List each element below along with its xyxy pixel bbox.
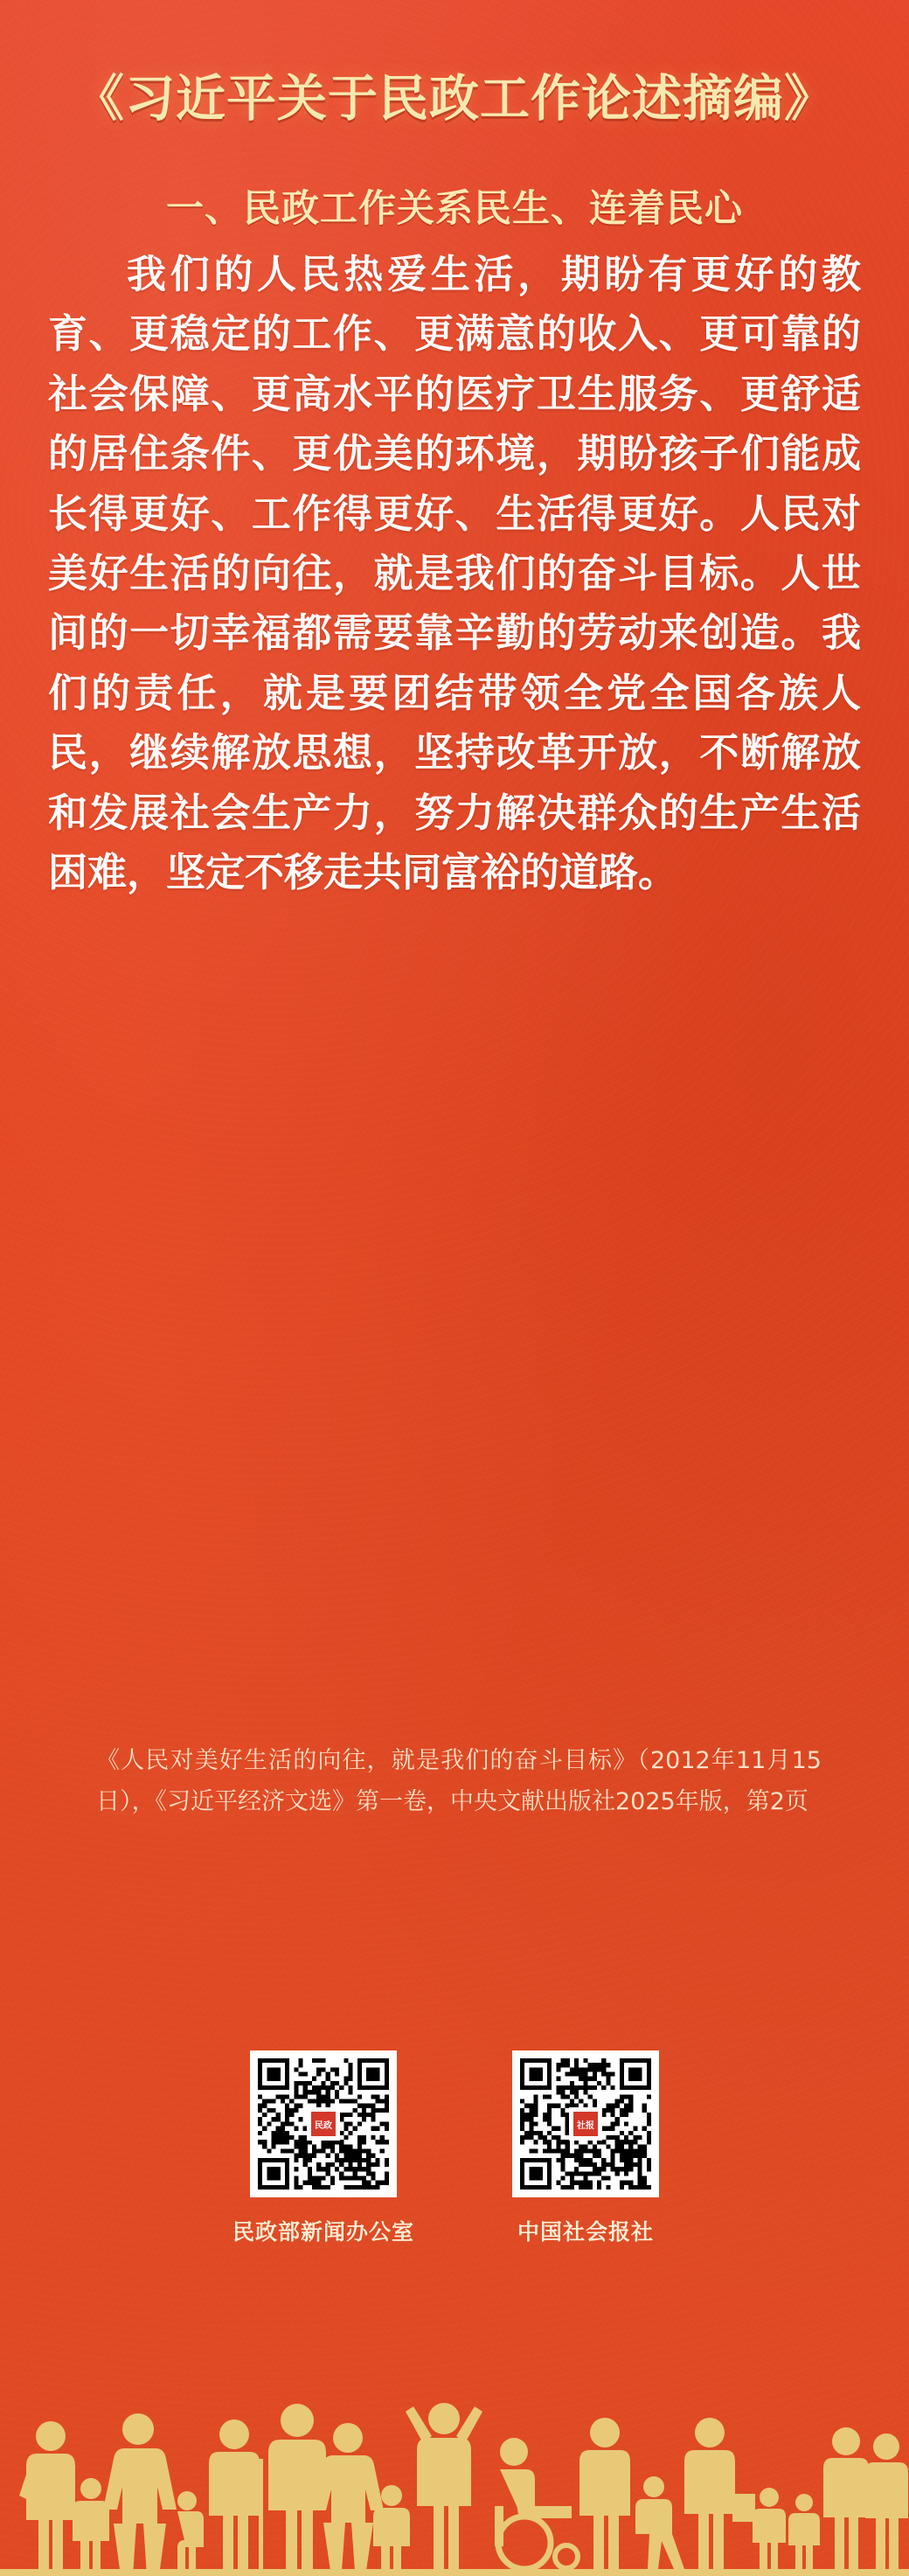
qr-code-ministry[interactable] (250, 2050, 397, 2197)
section-heading: 一、民政工作关系民生、连着民心 (166, 187, 743, 231)
source-citation: 《人民对美好生活的向往，就是我们的奋斗目标》（2012年11月15日），《习近平经济文选》第一卷，中央文献出版社2025年版，第2页 (96, 1747, 822, 1816)
qr-label-newspaper: 中国社会报社 (517, 2219, 654, 2245)
qr-center-logo (569, 2107, 602, 2141)
people-silhouette (0, 2287, 909, 2576)
qr-center-label: 民政 (311, 2112, 336, 2136)
page-title: 《习近平关于民政工作论述摘编》 (74, 70, 835, 128)
qr-label-ministry: 民政部新闻办公室 (232, 2219, 414, 2245)
qr-item-newspaper[interactable] (489, 2050, 682, 2246)
body-paragraph: 我们的人民热爱生活，期盼有更好的教育、更稳定的工作、更满意的收入、更可靠的社会保障、更高水平的医疗卫生服务、更舒适的居住条件、更优美的环境，期盼孩子们能成长得更好、工作得更好、生活得更好。人民对美好生活的向往，就是我们的奋斗目标。人世间的一切幸福都需要靠辛勤的劳动来创造。我们的责任，就是要团结带领全党全国各族人民，继续解放思想，坚持改革开放，不断解放和发展社会生产力，努力解决群众的生产生活困难，坚定不移走共同富裕的道路。 (48, 251, 861, 895)
qr-code-newspaper[interactable] (512, 2050, 659, 2197)
qr-center-label: 社报 (573, 2112, 598, 2136)
qr-center-logo (307, 2107, 340, 2141)
qr-code-row (0, 2050, 909, 2246)
qr-item-ministry[interactable] (227, 2050, 420, 2246)
